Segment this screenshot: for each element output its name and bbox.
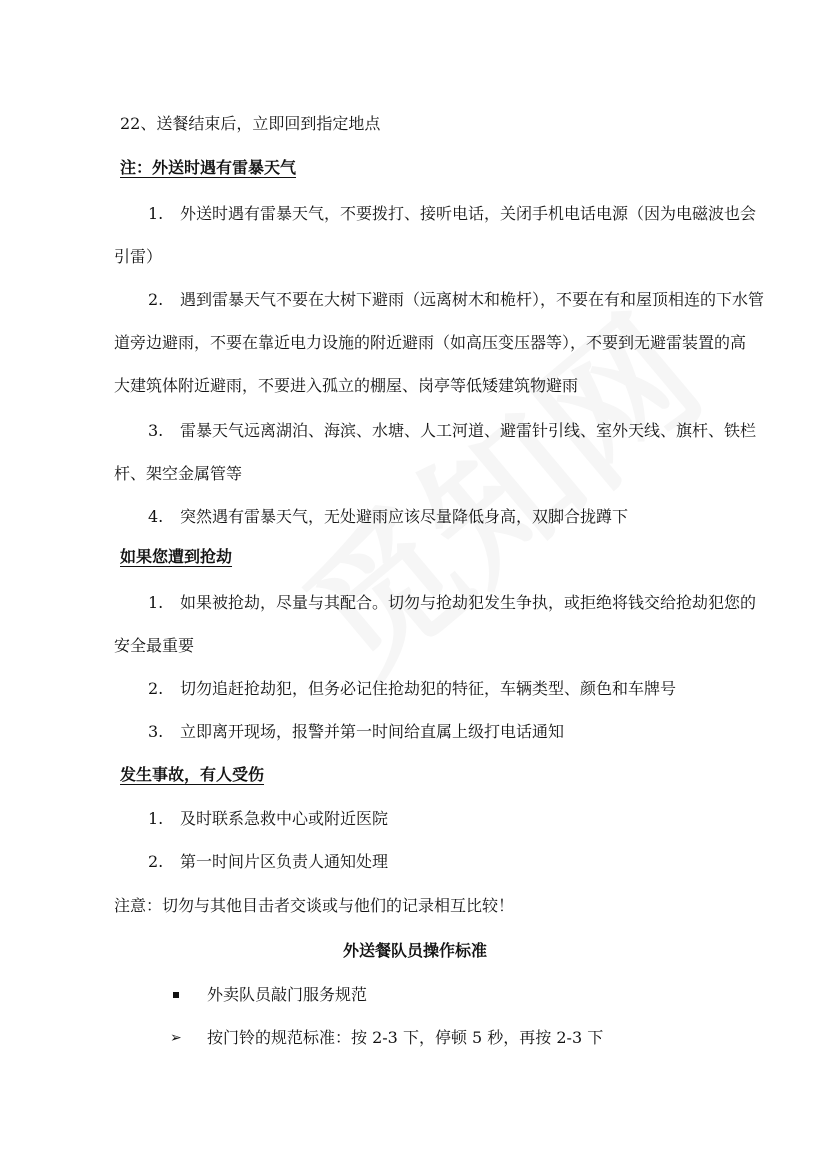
list-item-3 — [148, 721, 564, 743]
list-item-1 — [148, 592, 756, 614]
watermark — [253, 261, 737, 716]
list-item-1 — [148, 808, 388, 830]
list-item-4 — [148, 506, 628, 528]
list-number: 1. — [148, 593, 164, 612]
list-continuation: 引雷） — [114, 247, 163, 266]
list-text: 如果被抢劫，尽量与其配合。切勿与抢劫犯发生争执，或拒绝将钱交给抢劫犯您的 — [180, 593, 757, 612]
list-item-2 — [148, 851, 388, 873]
list-text: 突然遇有雷暴天气，无处避雨应该尽量降低身高，双脚合拢蹲下 — [180, 507, 629, 526]
list-text: 及时联系急救中心或附近医院 — [180, 809, 389, 828]
list-text: 切勿追赶抢劫犯，但务必记住抢劫犯的特征，车辆类型、颜色和车牌号 — [180, 679, 677, 698]
bullet-item: 按门铃的规范标准：按 2-3 下，停顿 5 秒，再按 2-3 下 — [207, 1028, 604, 1047]
arrow-bullet-icon: ➢ — [170, 1030, 182, 1046]
list-text: 外送时遇有雷暴天气，不要拨打、接听电话，关闭手机电话电源（因为电磁波也会 — [180, 204, 757, 223]
list-item-3 — [148, 420, 756, 442]
section-heading-thunderstorm: 注：外送时遇有雷暴天气 — [120, 158, 297, 177]
square-bullet-icon — [173, 992, 179, 998]
list-continuation: 杆、架空金属管等 — [114, 464, 243, 483]
section-heading-accident: 发生事故，有人受伤 — [120, 765, 265, 784]
list-text: 雷暴天气远离湖泊、海滨、水塘、人工河道、避雷针引线、室外天线、旗杆、铁栏 — [180, 421, 757, 440]
list-text: 第一时间片区负责人通知处理 — [180, 852, 389, 871]
list-text: 立即离开现场，报警并第一时间给直属上级打电话通知 — [180, 722, 565, 741]
list-continuation: 大建筑体附近避雨，不要进入孤立的棚屋、岗亭等低矮建筑物避雨 — [114, 376, 579, 395]
list-number: 2. — [148, 679, 164, 698]
list-number: 3. — [148, 421, 164, 440]
list-item-1 — [148, 203, 756, 225]
list-continuation: 道旁边避雨，不要在靠近电力设施的附近避雨（如高压变压器等），不要到无避雷装置的高 — [114, 333, 747, 352]
list-text: 遇到雷暴天气不要在大树下避雨（远离树木和桅杆），不要在有和屋顶相连的下水管 — [180, 290, 765, 309]
bullet-item: 外卖队员敲门服务规范 — [207, 985, 368, 1004]
paragraph-line: 22、送餐结束后，立即回到指定地点 — [120, 114, 381, 133]
list-number: 1. — [148, 809, 164, 828]
list-number: 4. — [148, 507, 164, 526]
list-item-2 — [148, 678, 676, 700]
list-number: 2. — [148, 852, 164, 871]
list-number: 1. — [148, 204, 164, 223]
note-line: 注意：切勿与其他目击者交谈或与他们的记录相互比较！ — [114, 896, 515, 915]
section-heading-robbery: 如果您遭到抢劫 — [120, 547, 233, 566]
list-number: 3. — [148, 722, 164, 741]
section-title: 外送餐队员操作标准 — [342, 941, 487, 960]
list-continuation: 安全最重要 — [114, 636, 195, 655]
list-number: 2. — [148, 290, 164, 309]
list-item-2 — [148, 289, 764, 311]
